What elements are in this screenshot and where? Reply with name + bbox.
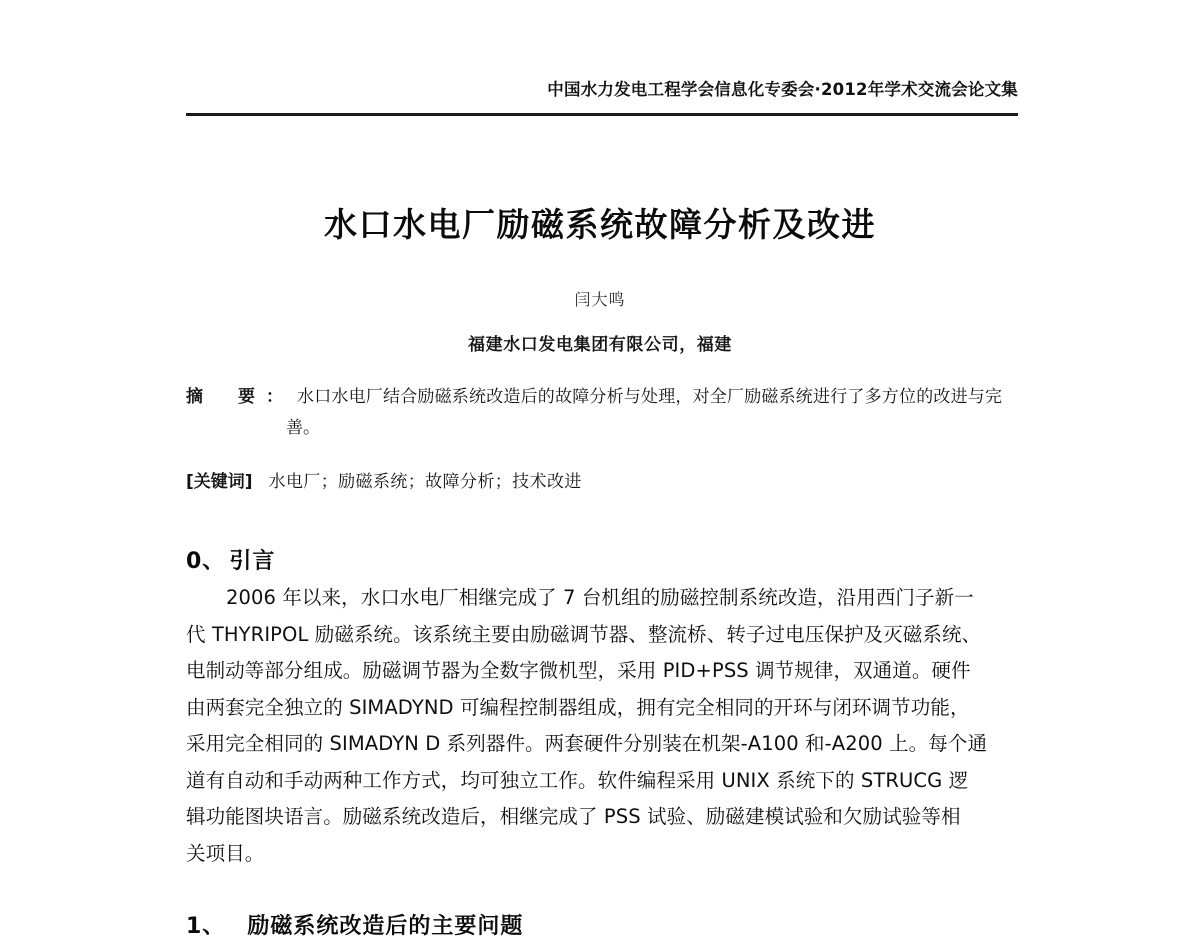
section-number-1: 1、: [186, 914, 226, 940]
abstract-text-line-2: 善。: [286, 418, 320, 438]
keywords-label: [关键词]: [186, 472, 253, 492]
keywords-value: 水电厂；励磁系统；故障分析；技术改进: [268, 472, 582, 492]
section-title-introduction: 引言: [229, 549, 276, 575]
header-divider-rule: [186, 113, 1018, 116]
section-heading-introduction: [186, 544, 275, 575]
abstract-colon: ：: [266, 387, 283, 407]
paragraph-line: 代 THYRIPOL 励磁系统。该系统主要由励磁调节器、整流桥、转子过电压保护及灭磁系统、: [186, 622, 982, 646]
paragraph-line: 关项目。: [186, 841, 265, 865]
page-title: 水口水电厂励磁系统故障分析及改进: [324, 205, 876, 245]
abstract-block: [186, 382, 1026, 444]
author-name: 闫大鸣: [574, 290, 626, 309]
paragraph-line: 采用完全相同的 SIMADYN D 系列器件。两套硬件分别装在机架-A100 和-A200 上。每个通: [186, 732, 988, 755]
section-title-main-problems: 励磁系统改造后的主要问题: [247, 914, 524, 940]
abstract-text-line-1: 水口水电厂结合励磁系统改造后的故障分析与处理，对全厂励磁系统进行了多方位的改进与完: [297, 387, 1003, 407]
author-affiliation: 福建水口发电集团有限公司，福建: [468, 335, 732, 355]
abstract-label: 摘 要: [186, 387, 264, 407]
paragraph-line: 辑功能图块语言。励磁系统改造后，相继完成了 PSS 试验、励磁建模试验和欠励试验等相: [186, 805, 961, 828]
keywords-block: [186, 468, 1026, 496]
paragraph-line: 2006 年以来，水口水电厂相继完成了 7 台机组的励磁控制系统改造，沿用西门子新一: [226, 586, 974, 609]
paragraph-line: 电制动等部分组成。励磁调节器为全数字微机型，采用 PID+PSS 调节规律，双通道。硬件: [186, 659, 971, 682]
paragraph-line: 道有自动和手动两种工作方式，均可独立工作。软件编程采用 UNIX 系统下的 STRUCG 逻: [186, 768, 969, 792]
introduction-paragraph: [186, 580, 1028, 872]
running-header: 中国水力发电工程学会信息化专委会·2012年学术交流会论文集: [547, 80, 1018, 99]
section-heading-main-problems: [186, 909, 523, 940]
section-number-0: 0、: [186, 549, 226, 575]
paragraph-line: 由两套完全独立的 SIMADYND 可编程控制器组成，拥有完全相同的开环与闭环调节功能，: [186, 695, 970, 719]
